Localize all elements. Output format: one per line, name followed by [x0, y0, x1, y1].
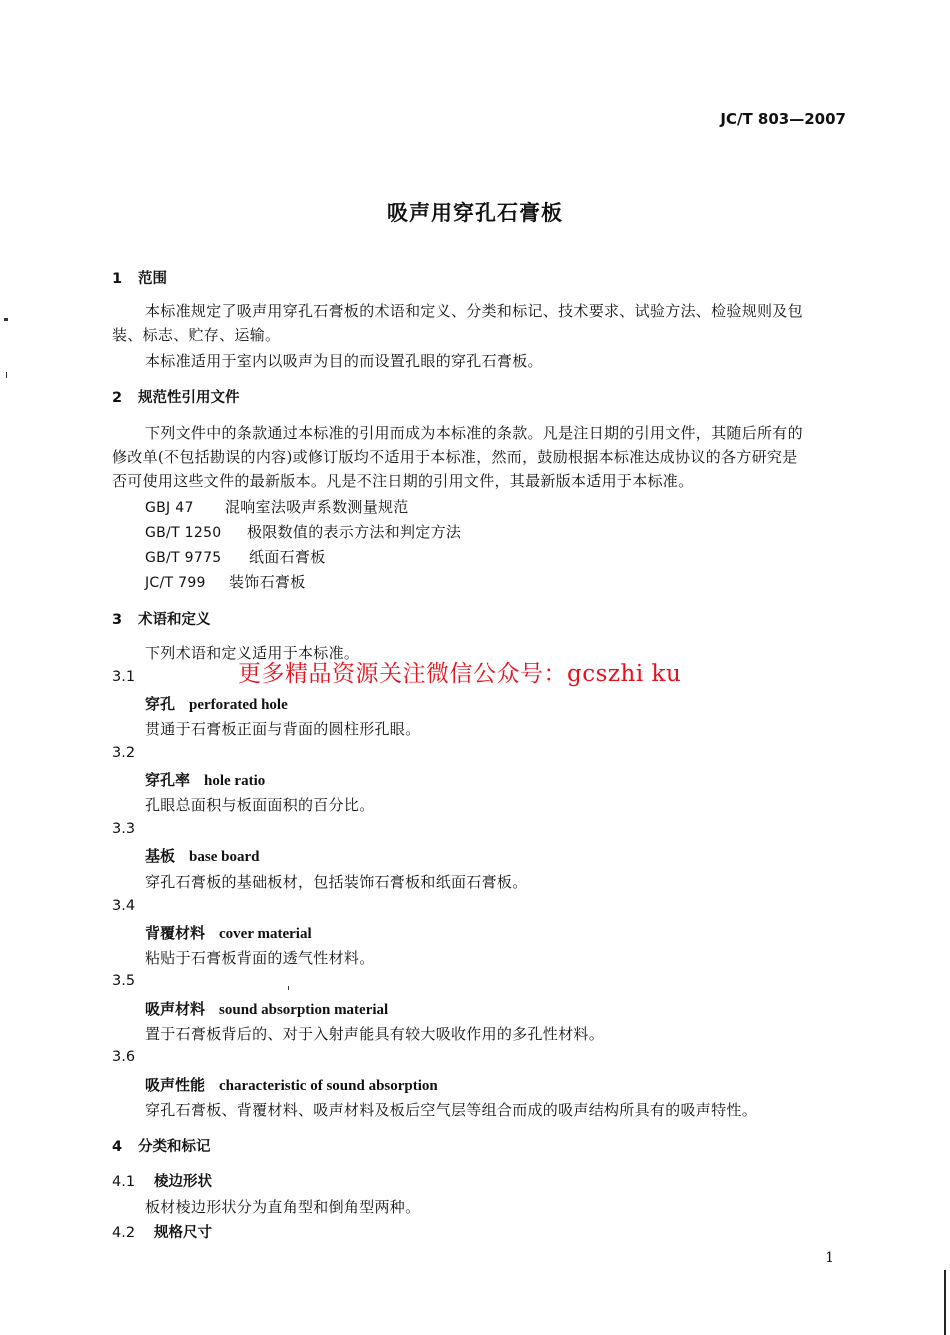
reference-title: 极限数值的表示方法和判定方法	[247, 523, 462, 541]
page-number: 1	[825, 1250, 834, 1266]
paragraph-line: 否可使用这些文件的最新版本。凡是不注日期的引用文件，其最新版本适用于本标准。	[112, 472, 694, 490]
clause-number: 3.3	[112, 821, 136, 837]
section-number: 2	[112, 390, 123, 406]
term-definition: 贯通于石膏板正面与背面的圆柱形孔眼。	[145, 720, 421, 738]
term-en: characteristic of sound absorption	[219, 1078, 438, 1094]
document-code: JC/T 803—2007	[720, 110, 846, 128]
reference-code: JC/T 799	[145, 575, 206, 591]
scan-speck	[4, 318, 8, 321]
term-en: cover material	[219, 926, 312, 942]
term-definition: 置于石膏板背后的、对于入射声能具有较大吸收作用的多孔性材料。	[145, 1025, 605, 1043]
section-title: 分类和标记	[138, 1139, 211, 1155]
term-entry	[145, 922, 312, 943]
subsection-number: 4.1	[112, 1174, 136, 1190]
section-2-heading	[112, 386, 240, 407]
section-title: 规范性引用文件	[138, 390, 240, 406]
term-entry	[145, 693, 288, 714]
section-number: 1	[112, 271, 123, 287]
paragraph: 本标准适用于室内以吸声为目的而设置孔眼的穿孔石膏板。	[145, 352, 543, 370]
reference-code: GB/T 1250	[145, 525, 222, 541]
section-title: 术语和定义	[138, 612, 211, 628]
paragraph-line: 修改单(不包括勘误的内容)或修订版均不适用于本标准，然而，鼓励根据本标准达成协议的各方研究是	[112, 448, 798, 466]
term-definition: 孔眼总面积与板面面积的百分比。	[145, 796, 375, 814]
term-entry	[145, 1074, 438, 1095]
reference-title: 装饰石膏板	[229, 573, 306, 591]
term-definition: 穿孔石膏板、背覆材料、吸声材料及板后空气层等组合而成的吸声结构所具有的吸声特性。	[145, 1101, 758, 1119]
clause-number: 3.4	[112, 898, 136, 914]
term-zh: 穿孔率	[145, 771, 191, 789]
reference-item	[145, 571, 306, 592]
term-zh: 穿孔	[145, 695, 176, 713]
term-zh: 吸声性能	[145, 1076, 206, 1094]
paragraph-line: 本标准规定了吸声用穿孔石膏板的术语和定义、分类和标记、技术要求、试验方法、检验规则及包	[145, 302, 803, 320]
scan-edge-line	[944, 1270, 946, 1335]
reference-item	[145, 496, 409, 517]
term-en: hole ratio	[204, 773, 266, 789]
scan-speck	[6, 372, 7, 378]
document-title: 吸声用穿孔石膏板	[387, 201, 563, 225]
term-en: sound absorption material	[219, 1002, 389, 1018]
paragraph: 板材棱边形状分为直角型和倒角型两种。	[145, 1198, 421, 1216]
subsection-title: 规格尺寸	[154, 1225, 212, 1241]
clause-number: 3.2	[112, 745, 136, 761]
term-entry	[145, 769, 265, 790]
reference-title: 纸面石膏板	[249, 548, 326, 566]
term-zh: 吸声材料	[145, 1000, 206, 1018]
watermark-text: 更多精品资源关注微信公众号：gcszhi ku	[238, 661, 682, 687]
section-title: 范围	[138, 271, 167, 287]
reference-code: GB/T 9775	[145, 550, 222, 566]
section-1-heading	[112, 267, 167, 288]
paragraph-line: 装、标志、贮存、运输。	[112, 326, 281, 344]
subsection-4-1-heading	[112, 1170, 212, 1191]
section-3-heading	[112, 608, 211, 629]
term-zh: 基板	[145, 847, 176, 865]
clause-number: 3.1	[112, 669, 136, 685]
section-number: 3	[112, 612, 123, 628]
term-entry	[145, 998, 388, 1019]
term-entry	[145, 845, 259, 866]
subsection-4-2-heading	[112, 1221, 212, 1242]
section-number: 4	[112, 1139, 123, 1155]
clause-number: 3.5	[112, 973, 136, 989]
term-en: perforated hole	[189, 697, 288, 713]
reference-item	[145, 546, 326, 567]
reference-item	[145, 521, 461, 542]
term-definition: 穿孔石膏板的基础板材，包括装饰石膏板和纸面石膏板。	[145, 873, 528, 891]
reference-title: 混响室法吸声系数测量规范	[225, 498, 409, 516]
term-zh: 背覆材料	[145, 924, 206, 942]
term-definition: 粘贴于石膏板背面的透气性材料。	[145, 949, 375, 967]
section-4-heading	[112, 1135, 211, 1156]
scan-speck	[288, 986, 289, 990]
term-en: base board	[189, 849, 260, 865]
clause-number: 3.6	[112, 1049, 136, 1065]
reference-code: GBJ 47	[145, 500, 194, 516]
subsection-number: 4.2	[112, 1225, 136, 1241]
paragraph-line: 下列文件中的条款通过本标准的引用而成为本标准的条款。凡是注日期的引用文件，其随后所有的	[145, 424, 803, 442]
paragraph: 下列术语和定义适用于本标准。	[145, 644, 360, 662]
subsection-title: 棱边形状	[154, 1174, 212, 1190]
